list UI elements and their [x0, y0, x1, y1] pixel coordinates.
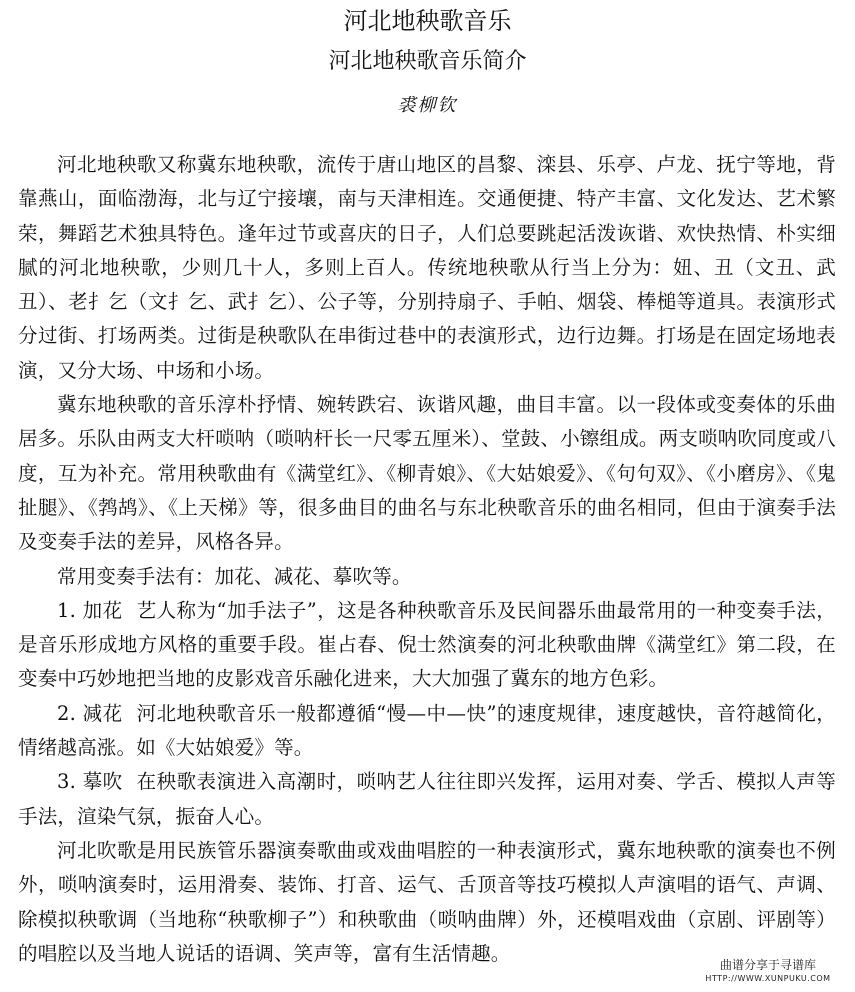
watermark-text: 曲谱分享于寻谱库 — [719, 958, 816, 972]
technique-item — [18, 594, 836, 697]
author-name: 裘柳钦 — [397, 95, 458, 116]
watermark-url: HTTP://WWW.XUNPUKU.COM — [705, 974, 831, 983]
paragraph-techniques-intro: 常用变奏手法有：加花、减花、摹吹等。 — [57, 564, 412, 588]
paragraph-closing: 河北吹歌是用民族管乐器演奏歌曲或戏曲唱腔的一种表演形式，冀东地秧歌的演奏也不例外，唢呐演奏时，运用滑奏、装饰、打音、运气、舌顶音等技巧模拟人声演唱的语气、声调、除模拟秧歌调（当地称“秧歌柳子”）和秧歌曲（唢呐曲牌）外，还模唱戏曲（京剧、评剧等）的唱腔以及当地人说话的语调、笑声等，富有生活情趣。 — [18, 838, 836, 965]
document-title: 河北地秧歌音乐 — [343, 7, 512, 35]
technique-text: 在秧歌表演进入高潮时，唢呐艺人往往即兴发挥，运用对奏、学舌、模拟人声等手法，渲染气氛，振奋人心。 — [18, 770, 836, 828]
site-watermark — [693, 958, 843, 984]
technique-item — [18, 765, 836, 834]
technique-term: 2. 减花 — [57, 701, 123, 725]
technique-term: 1. 加花 — [57, 598, 123, 622]
article-body — [18, 148, 836, 971]
technique-text: 河北地秧歌音乐一般都遵循“慢—中—快”的速度规律，速度越快，音符越简化，情绪越高涨。如《大姑娘爱》等。 — [18, 701, 837, 760]
paragraph-intro: 河北地秧歌又称冀东地秧歌，流传于唐山地区的昌黎、滦县、乐亭、卢龙、抚宁等地，背靠燕山，面临渤海，北与辽宁接壤，南与天津相连。交通便捷、特产丰富、文化发达、艺术繁荣，舞蹈艺术独具特色。逢年过节或喜庆的日子，人们总要跳起活泼诙谐、欢快热情、朴实细腻的河北地秧歌，少则几十人，多则上百人。传统地秧歌从行当上分为：妞、丑（文丑、武丑）、老扌乞（文扌乞、武扌乞）、公子等，分别持扇子、手帕、烟袋、棒槌等道具。表演形式分过街、打场两类。过街是秧歌队在串街过巷中的表演形式，边行边舞。打场是在固定场地表演，又分大场、中场和小场。 — [18, 153, 836, 382]
technique-text: 艺人称为“加手法子”，这是各种秧歌音乐及民间器乐曲最常用的一种变奏手法，是音乐形成地方风格的重要手段。崔占春、倪士然演奏的河北秧歌曲牌《满堂红》第二段，在变奏中巧妙地把当地的皮影戏音乐融化进来，大大加强了冀东的地方色彩。 — [18, 598, 837, 691]
technique-item — [18, 697, 836, 766]
paragraph-music: 冀东地秧歌的音乐淳朴抒情、婉转跌宕、诙谐风趣，曲目丰富。以一段体或变奏体的乐曲居多。乐队由两支大杆唢呐（唢呐杆长一尺零五厘米）、堂鼓、小镲组成。两支唢呐吹同度或八度，互为补充。常用秧歌曲有《满堂红》、《柳青娘》、《大姑娘爱》、《句句双》、《小磨房》、《鬼扯腿》、《鹁鸪》、《上天梯》等，很多曲目的曲名与东北秧歌音乐的曲名相同，但由于演奏手法及变奏手法的差异，风格各异。 — [18, 393, 836, 554]
document-subtitle: 河北地秧歌音乐简介 — [328, 49, 527, 74]
technique-term: 3. 摹吹 — [57, 770, 123, 794]
